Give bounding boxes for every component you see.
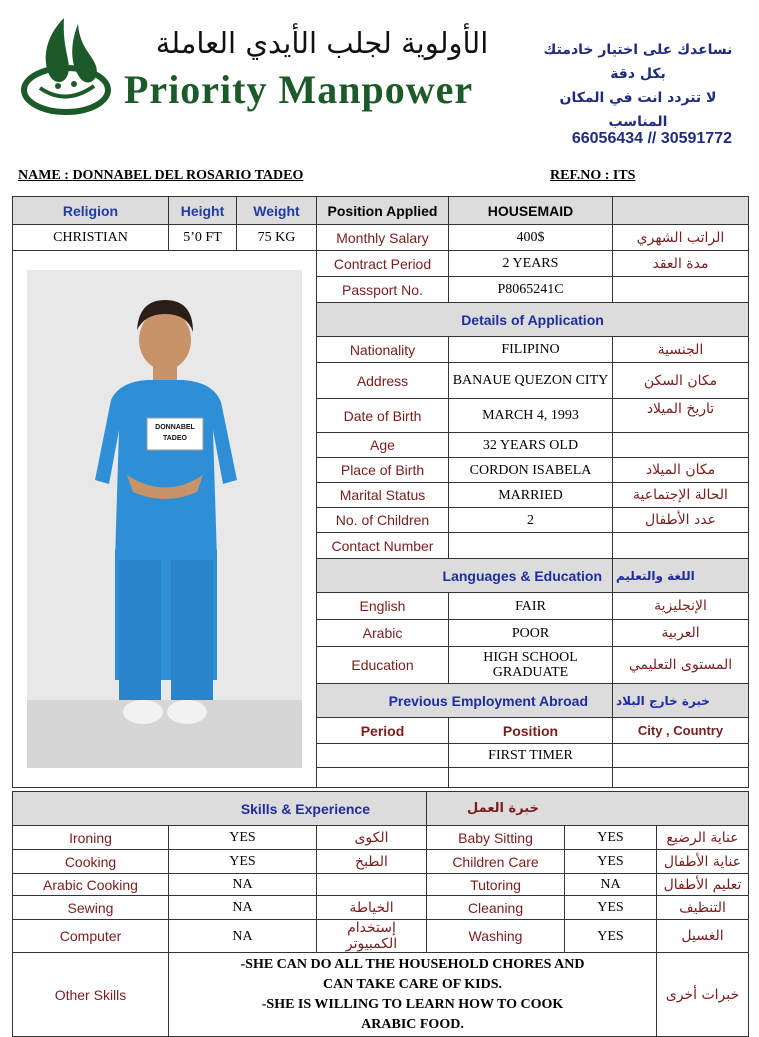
nationality-ar: الجنسية (613, 337, 749, 363)
skills-section-title: Skills & Experience (13, 792, 427, 826)
skill-row-1 (13, 826, 749, 850)
skill-row-2 (13, 850, 749, 874)
skill-arabiccooking-ar (317, 874, 427, 896)
english-ar: الإنجليزية (613, 593, 749, 620)
tagline-line-1: نساعدك على اختيار خادمتك بكل دقة (543, 42, 733, 82)
religion-header: Religion (13, 197, 169, 225)
skill-childrencare-value: YES (565, 850, 657, 874)
skill-tutoring-ar: تعليم الأطفال (657, 874, 749, 896)
marital-value: MARRIED (449, 483, 613, 508)
other-skills-text (169, 953, 657, 1037)
employment-country-2 (613, 768, 749, 788)
pob-ar: مكان الميلاد (613, 458, 749, 483)
skill-childrencare-label: Children Care (427, 850, 565, 874)
skill-row-3 (13, 874, 749, 896)
age-value: 32 YEARS OLD (449, 433, 613, 458)
position-applied-value: HOUSEMAID (449, 197, 613, 225)
nationality-label: Nationality (317, 337, 449, 363)
applicant-name-row (18, 168, 303, 184)
education-value: HIGH SCHOOL GRADUATE (449, 647, 613, 684)
address-label: Address (317, 363, 449, 399)
skill-washing-value: YES (565, 920, 657, 953)
contract-row (13, 251, 749, 277)
languages-section-title: Languages & Education (317, 559, 613, 593)
skill-row-5 (13, 920, 749, 953)
salary-row (13, 225, 749, 251)
age-ar (613, 433, 749, 458)
calligraphy-logo-icon (18, 14, 114, 116)
contract-value: 2 YEARS (449, 251, 613, 277)
skill-arabiccooking-value: NA (169, 874, 317, 896)
dob-label: Date of Birth (317, 399, 449, 433)
company-english-title: Priority Manpower (124, 67, 474, 112)
passport-label: Passport No. (317, 277, 449, 303)
skill-childrencare-ar: عناية الأطفال (657, 850, 749, 874)
skill-cooking-value: YES (169, 850, 317, 874)
english-value: FAIR (449, 593, 613, 620)
name-tag-line-1: DONNABEL (155, 424, 195, 431)
skill-computer-label: Computer (13, 920, 169, 953)
skill-ironing-label: Ironing (13, 826, 169, 850)
dob-value: MARCH 4, 1993 (449, 399, 613, 433)
skill-babysitting-ar: عناية الرضيع (657, 826, 749, 850)
height-header: Height (169, 197, 237, 225)
address-ar: مكان السكن (613, 363, 749, 399)
name-label: NAME : (18, 168, 69, 183)
phone-numbers: 66056434 // 30591772 (571, 130, 732, 147)
contact-value (449, 533, 613, 559)
skill-babysitting-label: Baby Sitting (427, 826, 565, 850)
skill-computer-ar: إستخدام الكمبيوتر (317, 920, 427, 953)
skills-section-row (13, 792, 749, 826)
other-skills-line-4: ARABIC FOOD. (361, 1016, 464, 1032)
skill-cooking-ar: الطبخ (317, 850, 427, 874)
skills-section-title-ar: خبرة العمل (427, 792, 749, 826)
basic-header-row (13, 197, 749, 225)
education-ar: المستوى التعليمي (613, 647, 749, 684)
applicant-name: DONNABEL DEL ROSARIO TADEO (72, 168, 304, 183)
height-value: 5’0 FT (169, 225, 237, 251)
children-value: 2 (449, 508, 613, 533)
name-tag-line-2: TADEO (163, 435, 187, 442)
photo-cell (13, 251, 317, 788)
skill-computer-value: NA (169, 920, 317, 953)
arabic-value: POOR (449, 620, 613, 647)
employment-country-1 (613, 744, 749, 768)
skill-washing-label: Washing (427, 920, 565, 953)
marital-label: Marital Status (317, 483, 449, 508)
employment-section-title: Previous Employment Abroad (317, 684, 613, 718)
contract-ar: مدة العقد (613, 251, 749, 277)
skill-tutoring-label: Tutoring (427, 874, 565, 896)
skill-cooking-label: Cooking (13, 850, 169, 874)
skill-tutoring-value: NA (565, 874, 657, 896)
arabic-ar: العربية (613, 620, 749, 647)
skill-ironing-value: YES (169, 826, 317, 850)
nationality-value: FILIPINO (449, 337, 613, 363)
skill-sewing-value: NA (169, 896, 317, 920)
period-header: Period (317, 718, 449, 744)
age-label: Age (317, 433, 449, 458)
other-skills-label: Other Skills (13, 953, 169, 1037)
skill-arabiccooking-label: Arabic Cooking (13, 874, 169, 896)
ref-number-row (550, 168, 635, 184)
marital-ar: الحالة الإجتماعية (613, 483, 749, 508)
skill-sewing-ar: الخياطة (317, 896, 427, 920)
other-skills-ar: خبرات أخرى (657, 953, 749, 1037)
company-arabic-title: الأولوية لجلب الأيدي العاملة (155, 26, 489, 60)
contract-label: Contract Period (317, 251, 449, 277)
skill-ironing-ar: الكوى (317, 826, 427, 850)
tagline-line-2: لا تتردد انت في المكان المناسب (559, 90, 717, 130)
employment-section-title-ar: خبرة خارج البلاد (613, 684, 749, 718)
contact-label: Contact Number (317, 533, 449, 559)
salary-ar: الراتب الشهري (613, 225, 749, 251)
dob-ar: تاريخ الميلاد (613, 399, 749, 433)
pob-label: Place of Birth (317, 458, 449, 483)
employment-position-1: FIRST TIMER (449, 744, 613, 768)
ref-label: REF.NO : (550, 168, 610, 183)
religion-value: CHRISTIAN (13, 225, 169, 251)
arabic-label: Arabic (317, 620, 449, 647)
weight-value: 75 KG (237, 225, 317, 251)
tagline (540, 38, 736, 134)
details-section-title: Details of Application (317, 303, 749, 337)
skill-babysitting-value: YES (565, 826, 657, 850)
country-header: City , Country (613, 718, 749, 744)
english-label: English (317, 593, 449, 620)
pob-value: CORDON ISABELA (449, 458, 613, 483)
languages-section-title-ar: اللغة والتعليم (613, 559, 749, 593)
skill-cleaning-value: YES (565, 896, 657, 920)
skill-sewing-label: Sewing (13, 896, 169, 920)
position-applied-label: Position Applied (317, 197, 449, 225)
position-blank (613, 197, 749, 225)
passport-value: P8065241C (449, 277, 613, 303)
skill-cleaning-label: Cleaning (427, 896, 565, 920)
other-skills-row (13, 953, 749, 1037)
skill-cleaning-ar: التنظيف (657, 896, 749, 920)
children-ar: عدد الأطفال (613, 508, 749, 533)
education-label: Education (317, 647, 449, 684)
employment-position-2 (449, 768, 613, 788)
skill-row-4 (13, 896, 749, 920)
weight-header: Weight (237, 197, 317, 225)
salary-label: Monthly Salary (317, 225, 449, 251)
passport-ar (613, 277, 749, 303)
position-header: Position (449, 718, 613, 744)
contact-ar (613, 533, 749, 559)
address-value: BANAUE QUEZON CITY (449, 363, 613, 399)
salary-value: 400$ (449, 225, 613, 251)
children-label: No. of Children (317, 508, 449, 533)
other-skills-line-2: CAN TAKE CARE OF KIDS. (322, 976, 503, 992)
cv-table (12, 196, 749, 788)
other-skills-line-1: -SHE CAN DO ALL THE HOUSEHOLD CHORES AND (240, 956, 585, 972)
employment-period-2 (317, 768, 449, 788)
applicant-photo (27, 270, 302, 768)
skills-table (12, 791, 749, 1037)
skill-washing-ar: الغسيل (657, 920, 749, 953)
other-skills-line-3: -SHE IS WILLING TO LEARN HOW TO COOK (261, 996, 564, 1012)
employment-period-1 (317, 744, 449, 768)
ref-number: ITS (612, 168, 636, 183)
